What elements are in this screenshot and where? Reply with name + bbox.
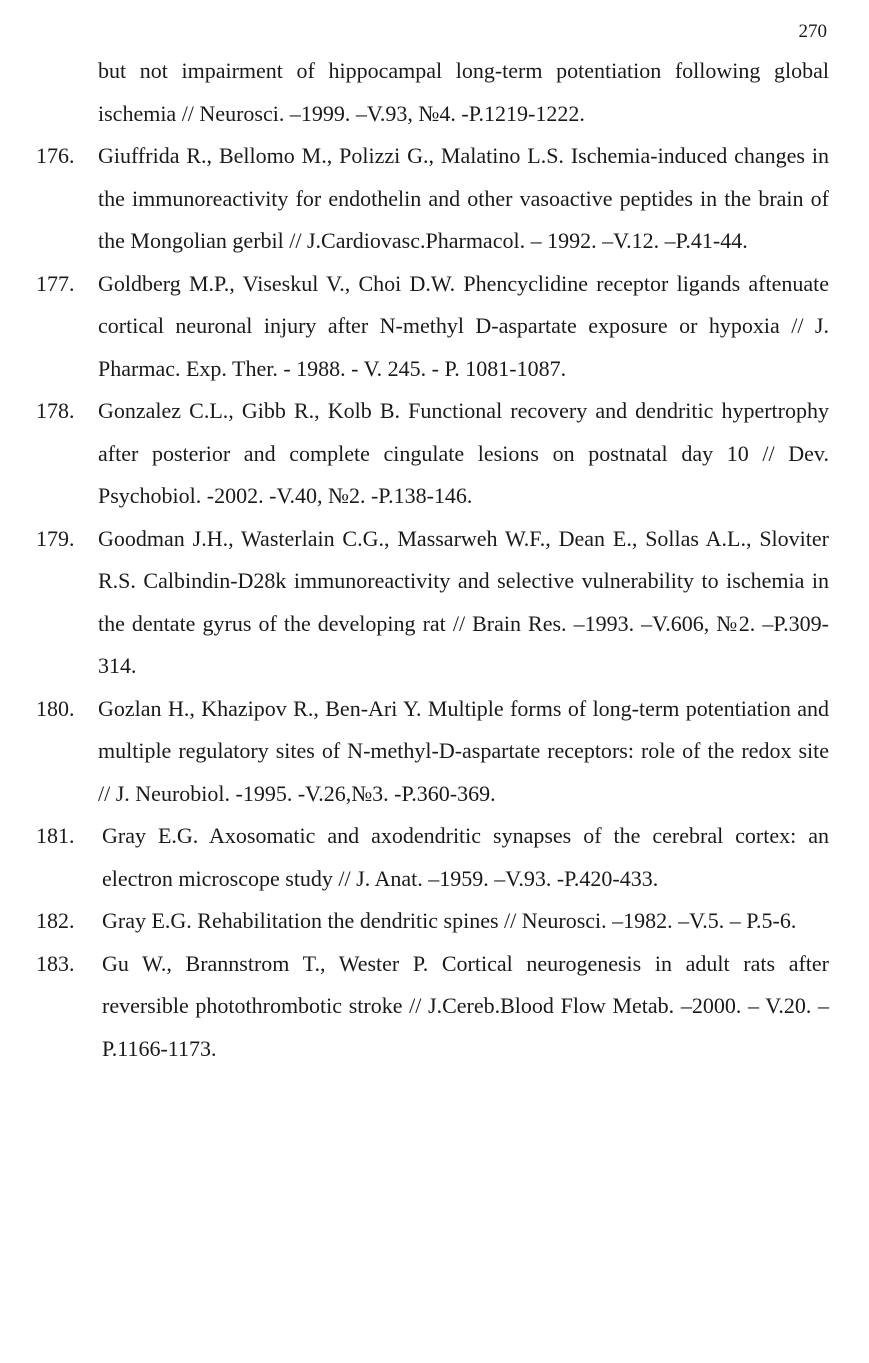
reference-number: 177. (36, 270, 75, 296)
reference-number: 179. (36, 525, 75, 551)
reference-number: 176. (36, 143, 75, 168)
reference-item-continued (0, 50, 869, 135)
reference-number: 181. (36, 823, 75, 848)
reference-text: Goodman J.H., Wasterlain C.G., Massarweh W.F., Dean E., Sollas A.L., Sloviter R.S. Calbindin-D28k immunoreactivity and selective vulnerability to ischemia in the dentate gyrus of the developing rat // Brain Res. –1993. –V.606, №2. –P.309-314. (98, 525, 829, 678)
reference-item-176 (0, 135, 869, 263)
reference-number: 178. (36, 398, 75, 423)
reference-text: Gray E.G. Rehabilitation the dendritic spines // Neurosci. –1982. –V.5. – P.5-6. (102, 908, 797, 933)
reference-item-180 (0, 688, 869, 816)
reference-text: but not impairment of hippocampal long-term potentiation following global ischemia // Neurosci. –1999. –V.93, №4. -P.1219-1222. (98, 58, 829, 126)
reference-item-179 (0, 518, 869, 688)
reference-text: Gonzalez C.L., Gibb R., Kolb B. Functional recovery and dendritic hypertrophy after posterior and complete cingulate lesions on postnatal day 10 // Dev. Psychobiol. -2002. -V.40, №2. -P.138-146. (98, 398, 829, 508)
reference-text: Giuffrida R., Bellomo M., Polizzi G., Malatino L.S. Ischemia-induced changes in the immunoreactivity for endothelin and other vasoactive peptides in the brain of the Mongolian gerbil // J.Cardiovasc.Pharmacol. – 1992. –V.12. –P.41-44. (98, 143, 829, 253)
reference-number: 180. (36, 695, 75, 721)
reference-item-183 (0, 943, 869, 1071)
reference-number: 183. (36, 950, 75, 976)
reference-item-181 (0, 815, 869, 900)
reference-text: Gray E.G. Axosomatic and axodendritic synapses of the cerebral cortex: an electron microscope study // J. Anat. –1959. –V.93. -P.420-433. (102, 823, 829, 891)
reference-item-177 (0, 263, 869, 391)
reference-text: Gozlan H., Khazipov R., Ben-Ari Y. Multiple forms of long-term potentiation and multiple regulatory sites of N-methyl-D-aspartate receptors: role of the redox site // J. Neurobiol. -1995. -V.26,№3. -P.360-369. (98, 695, 829, 806)
reference-list (0, 50, 869, 1070)
reference-number: 182. (36, 908, 75, 933)
reference-item-182 (0, 900, 869, 943)
reference-text: Goldberg M.P., Viseskul V., Choi D.W. Phencyclidine receptor ligands aftenuate cortical neuronal injury after N-methyl D-aspartate exposure or hypoxia // J. Pharmac. Exp. Ther. - 1988. - V. 245. - P. 1081-1087. (98, 270, 829, 381)
page-number: 270 (798, 21, 827, 42)
reference-item-178 (0, 390, 869, 518)
reference-text: Gu W., Brannstrom T., Wester P. Cortical neurogenesis in adult rats after reversible photothrombotic stroke // J.Cereb.Blood Flow Metab. –2000. – V.20. –P.1166-1173. (102, 950, 829, 1061)
